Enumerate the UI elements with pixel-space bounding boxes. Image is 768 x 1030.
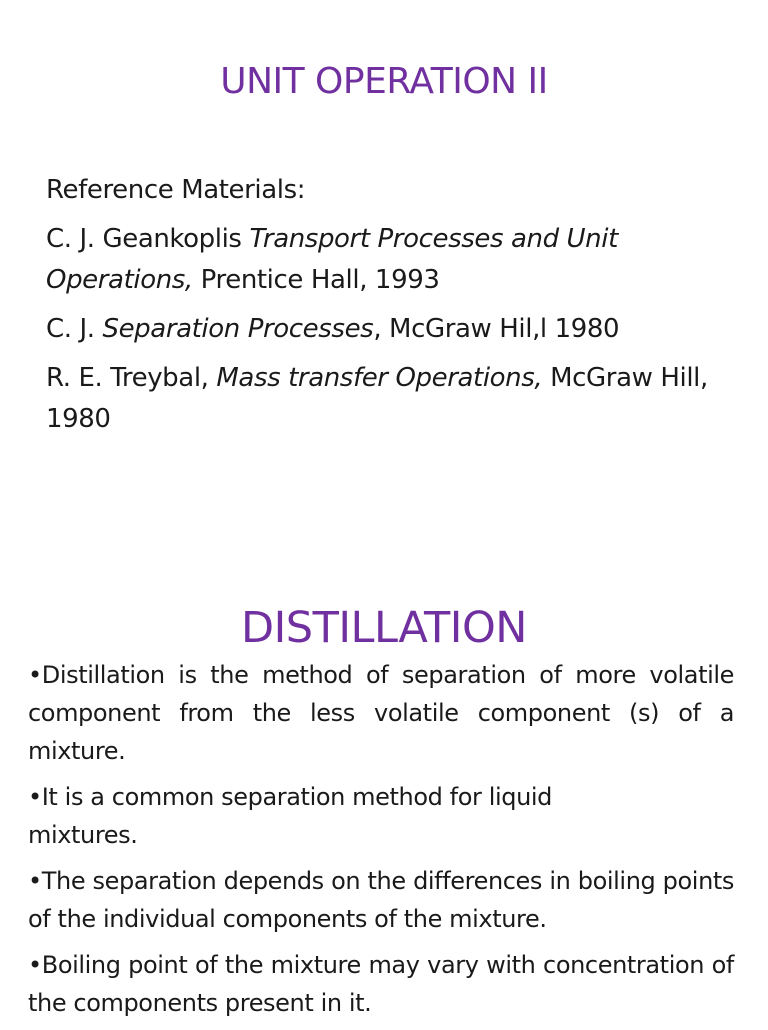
reference-work: Mass transfer Operations, xyxy=(216,363,543,393)
reference-work: Separation Processes xyxy=(102,314,374,344)
reference-author: C. J. xyxy=(46,314,103,344)
reference-publisher: Prentice Hall, 1993 xyxy=(192,265,440,295)
reference-publisher: McGraw Hill, 1980 xyxy=(46,363,708,434)
reference-item xyxy=(46,219,736,301)
slide-distillation xyxy=(0,560,768,1024)
reference-author: C. J. Geankoplis xyxy=(46,224,250,254)
bullet-item: •Distillation is the method of separation of more volatile component from the less volatile component (s) of a mixture. xyxy=(28,661,734,765)
reference-item xyxy=(46,309,736,350)
reference-publisher: , McGraw Hil,l 1980 xyxy=(373,314,620,344)
bullet-item: •It is a common separation method for liquid mixtures. xyxy=(28,783,552,849)
reference-work: Transport Processes and Unit Operations, xyxy=(46,224,618,295)
slide-title: DISTILLATION xyxy=(241,603,527,653)
reference-author: R. E. Treybal, xyxy=(46,363,217,393)
reference-item xyxy=(46,358,736,440)
reference-heading: Reference Materials: xyxy=(46,175,306,205)
bullet-item: •The separation depends on the differences in boiling points of the individual components of the mixture. xyxy=(28,867,734,933)
slide-title: UNIT OPERATION II xyxy=(220,61,548,102)
bullet-list xyxy=(28,656,734,1030)
reference-list xyxy=(46,170,736,448)
bullet-item: •Boiling point of the mixture may vary with concentration of the components present in it. xyxy=(28,951,734,1017)
